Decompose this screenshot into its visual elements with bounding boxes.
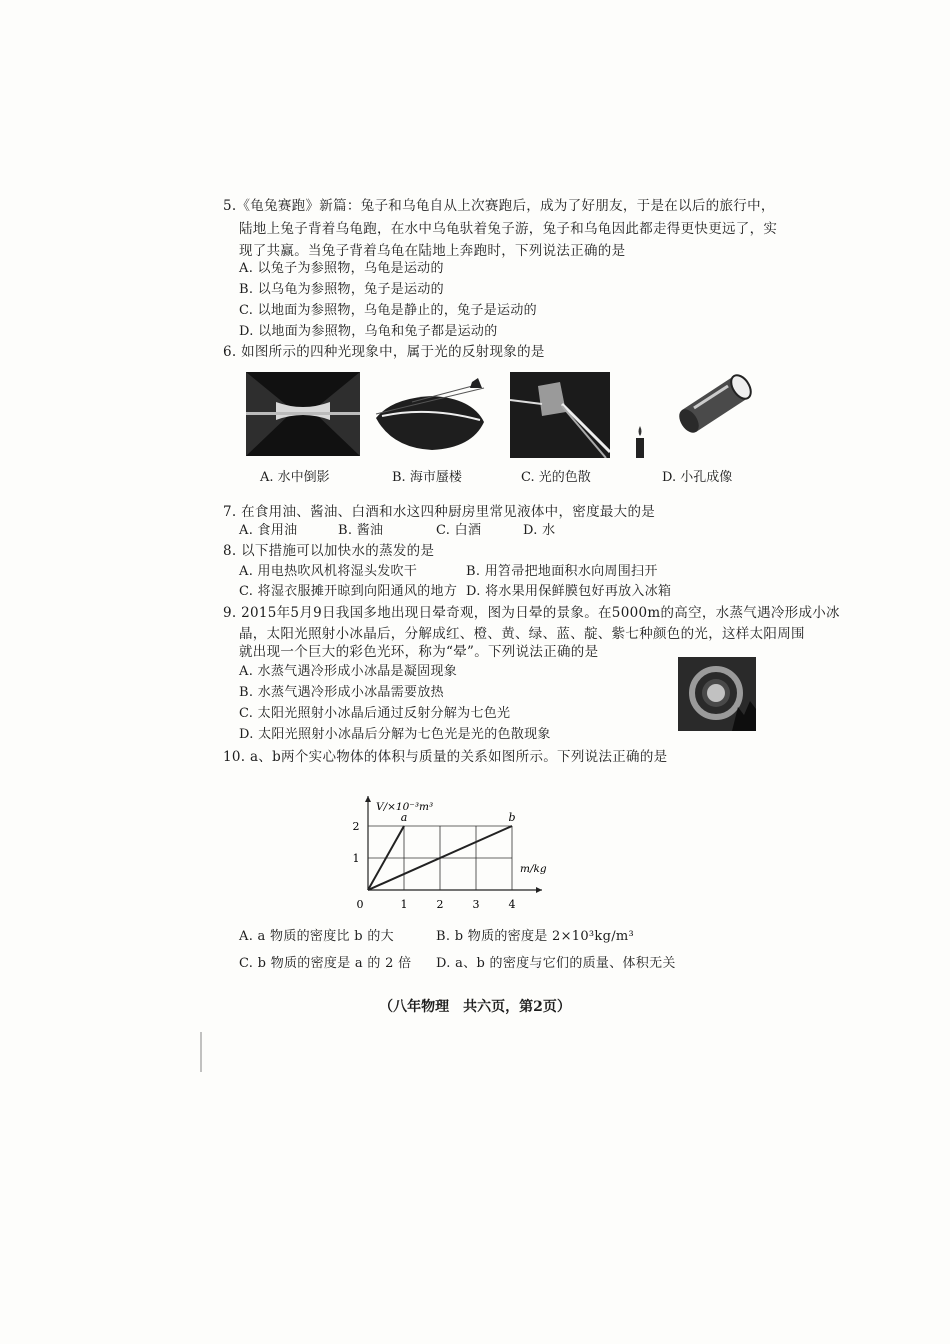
q6-caption-d: D. 小孔成像 [662,470,733,485]
q8-option-b: B. 用笤帚把地面积水向周围扫开 [466,564,658,579]
y-tick-label: 1 [352,852,360,865]
q7-option-b: B. 酱油 [338,523,384,538]
q6-stem: 6. 如图所示的四种光现象中，属于光的反射现象的是 [223,344,545,360]
q10-option-a: A. a 物质的密度比 b 的大 [239,929,394,944]
mirage-image [372,378,486,456]
q9-line-3: 就出现一个巨大的彩色光环，称为“晕”。下列说法正确的是 [239,644,599,660]
x-tick-label: 1 [400,898,408,910]
scan-artifact [200,1032,202,1072]
candle-image [632,424,648,458]
dispersion-image [510,372,610,458]
y-axis-label: V/×10⁻³m³ [376,801,434,813]
q8-option-d: D. 将水果用保鲜膜包好再放入冰箱 [466,584,672,599]
x-tick-label: 4 [508,898,516,910]
y-tick-label: 2 [352,820,360,833]
x-tick-label: 0 [356,898,364,910]
page-footer: （八年物理 共六页，第2页） [379,999,571,1015]
q8-option-c: C. 将湿衣服摊开晾到向阳通风的地方 [239,584,458,599]
q10-option-d: D. a、b 的密度与它们的质量、体积无关 [436,956,676,971]
q5-option-a: A. 以兔子为参照物，乌龟是运动的 [239,261,444,276]
q9-option-a: A. 水蒸气遇冷形成小冰晶是凝固现象 [239,664,458,679]
q9-option-c: C. 太阳光照射小冰晶后通过反射分解为七色光 [239,706,511,721]
q5-option-d: D. 以地面为参照物，乌龟和兔子都是运动的 [239,324,498,339]
q7-stem: 7. 在食用油、酱油、白酒和水这四种厨房里常见液体中，密度最大的是 [223,504,656,520]
x-axis-arrow [536,887,542,893]
q5-line-3: 现了共赢。当兔子背着乌龟在陆地上奔跑时，下列说法正确的是 [239,243,626,259]
reflection-image [246,372,360,456]
q5-option-b: B. 以乌龟为参照物，兔子是运动的 [239,282,444,297]
q7-option-d: D. 水 [523,523,556,538]
q7-option-c: C. 白酒 [436,523,482,538]
q6-caption-c: C. 光的色散 [521,470,591,485]
series-label-a: a [400,811,408,824]
q9-line-2: 晶，太阳光照射小冰晶后，分解成红、橙、黄、绿、蓝、靛、紫七种颜色的光，这样太阳周围 [239,626,805,642]
q10-option-c: C. b 物质的密度是 a 的 2 倍 [239,956,412,971]
q5-option-c: C. 以地面为参照物，乌龟是静止的，兔子是运动的 [239,303,537,318]
q10-stem: 10. a、b两个实心物体的体积与质量的关系如图所示。下列说法正确的是 [223,749,668,765]
q5-line-2: 陆地上兔子背着乌龟跑，在水中乌龟驮着兔子游，兔子和乌龟因此都走得更快更远了，实 [239,221,778,237]
q6-caption-b: B. 海市蜃楼 [392,470,462,485]
q9-option-d: D. 太阳光照射小冰晶后分解为七色光是光的色散现象 [239,727,551,742]
series-label-b: b [508,811,516,824]
q6-caption-a: A. 水中倒影 [260,470,330,485]
q9-option-b: B. 水蒸气遇冷形成小冰晶需要放热 [239,685,444,700]
y-axis-arrow [365,796,371,802]
q8-stem: 8. 以下措施可以加快水的蒸发的是 [223,543,435,559]
q9-line-1: 9. 2015年5月9日我国多地出现日晕奇观，图为日晕的景象。在5000m的高空，水蒸气遇冷形成小冰 [223,605,840,621]
q7-option-a: A. 食用油 [239,523,298,538]
pinhole-camera-image [672,372,752,452]
solar-halo-image [678,657,756,731]
q8-option-a: A. 用电热吹风机将湿头发吹干 [239,564,418,579]
q10-option-b: B. b 物质的密度是 2×10³kg/m³ [436,929,635,944]
volume-mass-chart [340,780,560,910]
x-axis-label: m/kg [520,863,547,875]
x-tick-label: 2 [436,898,444,910]
q5-line-1: 5.《龟兔赛跑》新篇：兔子和乌龟自从上次赛跑后，成为了好朋友，于是在以后的旅行中， [223,198,775,214]
x-tick-label: 3 [472,898,480,910]
